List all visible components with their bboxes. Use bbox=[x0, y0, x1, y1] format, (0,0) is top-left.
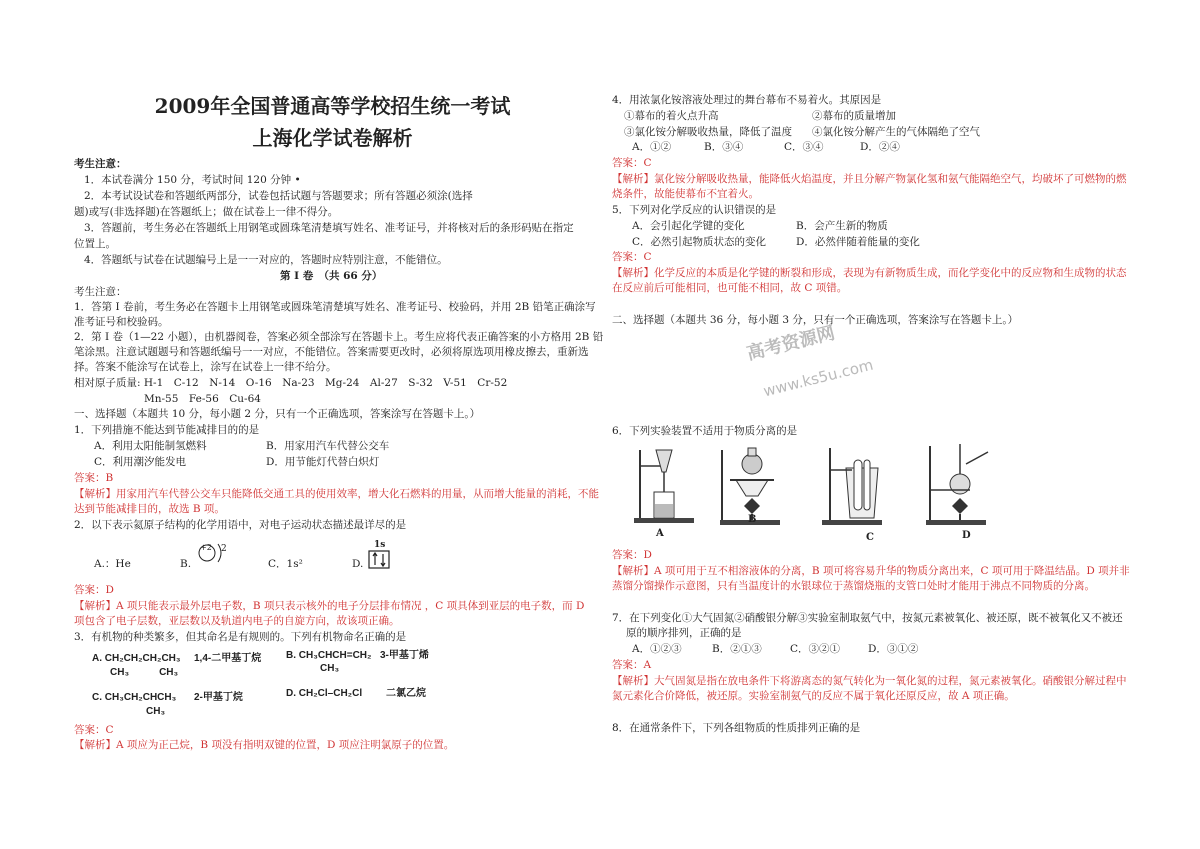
q1-answer: 答案：B bbox=[74, 472, 114, 484]
q4-option: B．③④ bbox=[704, 141, 744, 153]
q6-stem: 6．下列实验装置不适用于物质分离的是 bbox=[612, 425, 798, 437]
q3-answer: 答案：C bbox=[74, 724, 114, 736]
atomic-mass-line: 相对原子质量: H-1 C-12 N-14 O-16 Na-23 Mg-24 Al-27 S-32 V-51 Cr-52 bbox=[74, 377, 508, 389]
q3-analysis: 【解析】A 项应为正己烷，B 项没有指明双键的位置，D 项应注明氯原子的位置。 bbox=[74, 739, 455, 751]
q2-stem: 2．以下表示氦原子结构的化学用语中，对电子运动状态描述最详尽的是 bbox=[74, 519, 407, 531]
q4-statement: ②幕布的质量增加 bbox=[812, 110, 896, 122]
q1-stem: 1．下列措施不能达到节能减排目的的是 bbox=[74, 424, 260, 436]
atom-nucleus-label: +2 bbox=[200, 543, 212, 552]
q3-option-c-name: 2-甲基丁烷 bbox=[194, 692, 243, 703]
q3-option-a-name: 1,4-二甲基丁烷 bbox=[194, 653, 262, 664]
section1-heading: 一、选择题（本题共 10 分，每小题 2 分，只有一个正确选项，答案涂写在答题卡上。） bbox=[74, 408, 481, 420]
q1-analysis: 【解析】用家用汽车代替公交车只能降低交通工具的使用效率，增大化石燃料的用量，从而增大能量的消耗，不能 bbox=[74, 488, 599, 500]
q7-option: A．①②③ bbox=[632, 643, 682, 655]
q3-option-b-branch: CH₃ bbox=[320, 663, 340, 674]
q3-option-d-name: 二氯乙烷 bbox=[386, 688, 426, 699]
q1-analysis: 达到节能减排目的，故选 B 项。 bbox=[74, 503, 225, 515]
lab-apparatus-figure bbox=[626, 440, 1006, 540]
apparatus-c bbox=[822, 448, 882, 525]
notice-item: 2．本考试设试卷和答题纸两部分，试卷包括试题与答题要求；所有答题必须涂(选择 bbox=[84, 190, 473, 202]
page-title-line1: 2009年全国普通高等学校招生统一考试 bbox=[154, 94, 511, 118]
q4-option: D．②④ bbox=[860, 141, 900, 153]
part1-heading: 第 I 卷 （共 66 分） bbox=[280, 270, 383, 282]
q5-option: D．必然伴随着能量的变化 bbox=[796, 236, 920, 248]
q1-option: C．利用潮汐能发电 bbox=[94, 456, 187, 468]
apparatus-label: C bbox=[866, 532, 874, 543]
q4-answer: 答案：C bbox=[612, 157, 652, 169]
apparatus-label: D bbox=[962, 530, 971, 541]
q4-statement: ③氯化铵分解吸收热量，降低了温度 bbox=[624, 126, 792, 138]
q5-analysis: 【解析】化学反应的本质是化学键的断裂和形成，表现为有新物质生成，而化学变化中的反应物和生成物的状态 bbox=[612, 267, 1127, 279]
q2-analysis: 【解析】A 项只能表示最外层电子数，B 项只表示核外的电子分层排布情况 ，C 项具体到亚层的电子数，而 D bbox=[74, 600, 585, 612]
q3-option-a-branch: CH₃ CH₃ bbox=[110, 667, 179, 678]
q3-option-b-formula: B. CH₃CHCH=CH₂ bbox=[286, 650, 372, 661]
q6-answer: 答案：D bbox=[612, 549, 652, 561]
q3-stem: 3．有机物的种类繁多，但其命名是有规则的。下列有机物命名正确的是 bbox=[74, 631, 407, 643]
page-title-line2: 上海化学试卷解析 bbox=[252, 126, 413, 150]
q3-option-a-formula: A. CH₂CH₂CH₂CH₃ bbox=[92, 653, 181, 664]
notice-item: 3．答题前，考生务必在答题纸上用钢笔或圆珠笔清楚填写姓名、准考证号，并将核对后的条形码贴在指定 bbox=[84, 222, 574, 234]
part1-notice-line: 准考证号和校验码。 bbox=[74, 316, 169, 328]
part1-notice-line: 1．答第 I 卷前，考生务必在答题卡上用钢笔或圆珠笔清楚填写姓名、准考证号、校验码，并用 2B 铅笔正确涂写 bbox=[74, 301, 596, 313]
part1-notice-line: 择。答案不能涂写在试卷上，涂写在试卷上一律不给分。 bbox=[74, 361, 337, 373]
q2-analysis: 项包含了电子层数，亚层数以及轨道内电子的自旋方向，故该项正确。 bbox=[74, 615, 400, 627]
q7-stem: 7．在下列变化①大气固氮②硝酸银分解③实验室制取氨气中，按氮元素被氧化、被还原，既不被氧化又不被还 bbox=[612, 612, 1123, 624]
q7-analysis: 氮元素化合价降低，被还原。实验室制氨气的反应不属于氧化还原反应，故 A 项正确。 bbox=[612, 690, 1015, 702]
q4-statement: ④氯化铵分解产生的气体隔绝了空气 bbox=[812, 126, 980, 138]
apparatus-a bbox=[634, 450, 694, 523]
q4-analysis: 【解析】氯化铵分解吸收热量，能降低火焰温度，并且分解产物氯化氢和氨气能隔绝空气，均破坏了可燃物的燃 bbox=[612, 173, 1127, 185]
q5-option: C．必然引起物质状态的变化 bbox=[632, 236, 767, 248]
watermark-text: 高考资源网 bbox=[744, 322, 838, 365]
q3-option-c-branch: CH₃ bbox=[146, 706, 166, 717]
q5-option: A．会引起化学键的变化 bbox=[632, 220, 745, 232]
q1-option: D．用节能灯代替白炽灯 bbox=[266, 456, 380, 468]
q3-option-b-name: 3-甲基丁烯 bbox=[380, 650, 429, 661]
notice-item: 题)或写(非选择题)在答题纸上；做在试卷上一律不得分。 bbox=[74, 206, 339, 218]
watermark-url: www.ks5u.com bbox=[761, 355, 876, 401]
q8-stem: 8．在通常条件下，下列各组物质的性质排列正确的是 bbox=[612, 722, 861, 734]
part1-notice-heading: 考生注意： bbox=[74, 286, 127, 298]
orbital-box-diagram bbox=[368, 550, 390, 570]
q4-option: C．③④ bbox=[784, 141, 824, 153]
atomic-mass-line: Mn-55 Fe-56 Cu-64 bbox=[144, 393, 261, 405]
notice-heading: 考生注意： bbox=[74, 158, 127, 170]
q4-statement: ①幕布的着火点升高 bbox=[624, 110, 719, 122]
q3-option-c-formula: C. CH₃CH₂CHCH₃ bbox=[92, 692, 177, 703]
notice-item: 位置上。 bbox=[74, 238, 116, 250]
q5-analysis: 在反应前后可能相同，也可能不相同，故 C 项错。 bbox=[612, 282, 848, 294]
q3-option-d-formula: D. CH₂Cl–CH₂Cl bbox=[286, 688, 363, 699]
q6-analysis: 蒸馏分馏操作示意图，只有当温度计的水银球位于蒸馏烧瓶的支管口处时才能用于沸点不同物质的分离。 bbox=[612, 580, 1095, 592]
q4-option: A．①② bbox=[632, 141, 672, 153]
q5-answer: 答案：C bbox=[612, 251, 652, 263]
atom-electron-count: 2 bbox=[221, 544, 227, 554]
q4-stem: 4．用浓氯化铵溶液处理过的舞台幕布不易着火。其原因是 bbox=[612, 94, 882, 106]
q5-stem: 5．下列对化学反应的认识错误的是 bbox=[612, 204, 777, 216]
apparatus-d bbox=[926, 444, 988, 525]
q5-option: B．会产生新的物质 bbox=[796, 220, 888, 232]
q2-option-d: D. bbox=[352, 558, 364, 570]
q7-stem: 原的顺序排列，正确的是 bbox=[626, 627, 742, 639]
q7-answer: 答案：A bbox=[612, 659, 652, 671]
q7-option: B．②①③ bbox=[712, 643, 762, 655]
q2-answer: 答案：D bbox=[74, 584, 114, 596]
q2-option-b: B. bbox=[180, 558, 192, 570]
notice-item: 4．答题纸与试卷在试题编号上是一一对应的，答题时应特别注意，不能错位。 bbox=[84, 254, 448, 266]
apparatus-label: A bbox=[656, 528, 664, 539]
q4-analysis: 烧条件，故能使幕布不宜着火。 bbox=[612, 188, 759, 200]
q7-analysis: 【解析】大气固氮是指在放电条件下将游离态的氮气转化为一氧化氮的过程，氮元素被氧化。硝酸银分解过程中 bbox=[612, 675, 1127, 687]
q6-analysis: 【解析】A 项可用于互不相溶液体的分离，B 项可将容易升华的物质分离出来，C 项可用于降温结晶。D 项并非 bbox=[612, 565, 1130, 577]
q1-option: B．用家用汽车代替公交车 bbox=[266, 440, 390, 452]
orbital-label: 1s bbox=[374, 540, 386, 550]
q2-option-c: C．1s² bbox=[268, 558, 303, 570]
notice-item: 1．本试卷满分 150 分，考试时间 120 分钟 • bbox=[84, 174, 301, 186]
q1-option: A．利用太阳能制氢燃料 bbox=[94, 440, 207, 452]
part1-notice-line: 2．第 I 卷（1—22 小题），由机器阅卷，答案必须全部涂写在答题卡上。考生应将代表正确答案的小方格用 2B 铅 bbox=[74, 331, 604, 343]
q7-option: D．③①② bbox=[868, 643, 919, 655]
section2-heading: 二、选择题（本题共 36 分，每小题 3 分，只有一个正确选项，答案涂写在答题卡上。） bbox=[612, 314, 1019, 326]
q2-option-a: A.：He bbox=[94, 558, 131, 570]
q7-option: C．③②① bbox=[790, 643, 841, 655]
part1-notice-line: 笔涂黑。注意试题题号和答题纸编号一一对应，不能错位。答案需要更改时，必须将原选项用橡皮擦去，重新选 bbox=[74, 346, 589, 358]
apparatus-label: B bbox=[748, 514, 757, 525]
